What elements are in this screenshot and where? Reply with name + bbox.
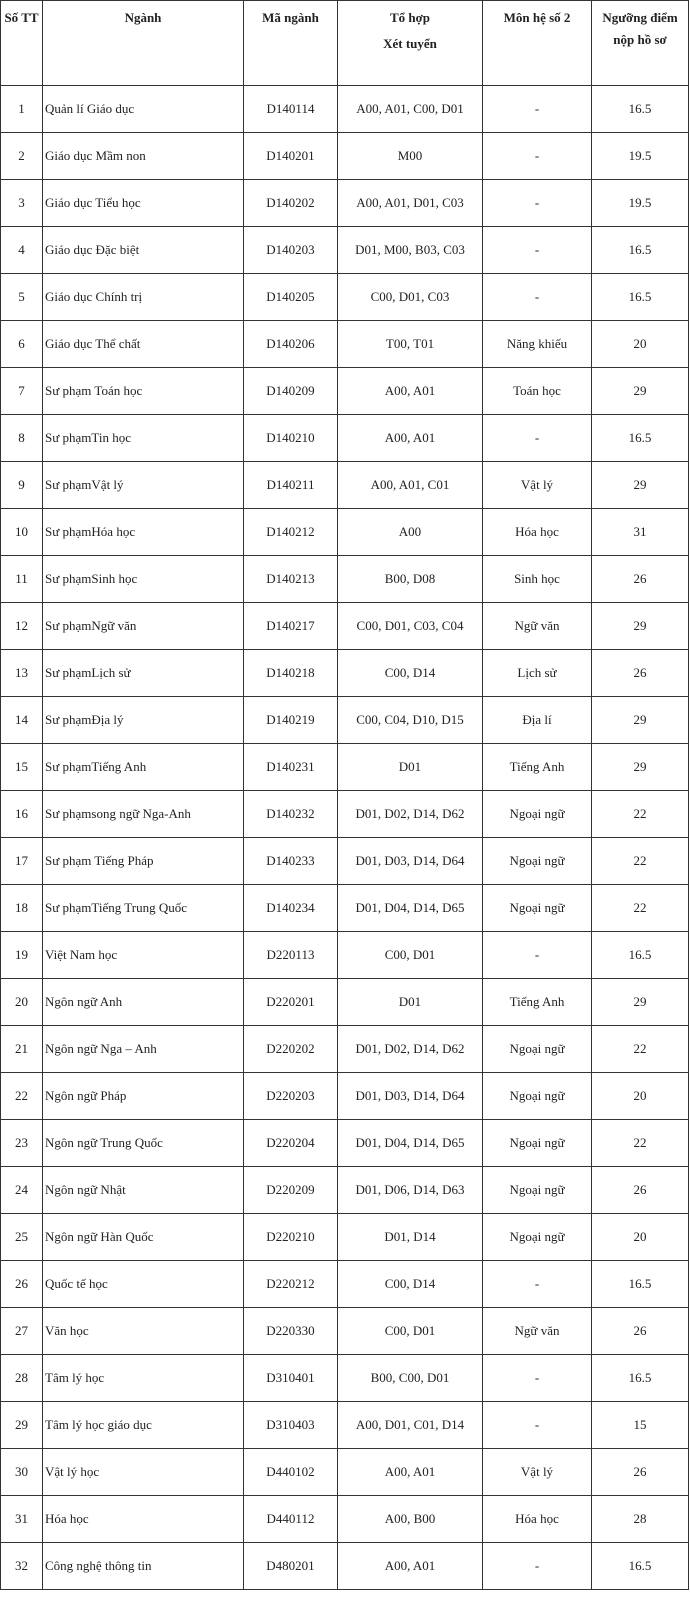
- cell-nganh: Sư phạmLịch sử: [43, 650, 244, 697]
- cell-ma-nganh: D140231: [244, 744, 338, 791]
- cell-ma-nganh: D440102: [244, 1449, 338, 1496]
- cell-nguong-diem: 29: [592, 744, 689, 791]
- cell-nganh: Việt Nam học: [43, 932, 244, 979]
- cell-stt: 10: [1, 509, 43, 556]
- cell-ma-nganh: D140201: [244, 133, 338, 180]
- cell-nganh: Hóa học: [43, 1496, 244, 1543]
- cell-ma-nganh: D310401: [244, 1355, 338, 1402]
- cell-nganh: Sư phạmNgữ văn: [43, 603, 244, 650]
- cell-stt: 30: [1, 1449, 43, 1496]
- cell-ma-nganh: D140234: [244, 885, 338, 932]
- cell-mon-he-so: Vật lý: [483, 1449, 592, 1496]
- cell-mon-he-so: Sinh học: [483, 556, 592, 603]
- cell-nguong-diem: 26: [592, 1167, 689, 1214]
- cell-ma-nganh: D220203: [244, 1073, 338, 1120]
- cell-to-hop: D01, D14: [338, 1214, 483, 1261]
- cell-to-hop: D01, M00, B03, C03: [338, 227, 483, 274]
- table-row: [1, 1308, 689, 1355]
- cell-nganh: Ngôn ngữ Trung Quốc: [43, 1120, 244, 1167]
- cell-nganh: Ngôn ngữ Pháp: [43, 1073, 244, 1120]
- cell-mon-he-so: Địa lí: [483, 697, 592, 744]
- table-body: [1, 86, 689, 1590]
- cell-nguong-diem: 16.5: [592, 415, 689, 462]
- cell-to-hop: D01, D06, D14, D63: [338, 1167, 483, 1214]
- cell-nguong-diem: 16.5: [592, 1543, 689, 1590]
- cell-nganh: Sư phạmSinh học: [43, 556, 244, 603]
- cell-nguong-diem: 16.5: [592, 1355, 689, 1402]
- cell-to-hop: M00: [338, 133, 483, 180]
- cell-stt: 16: [1, 791, 43, 838]
- cell-nganh: Ngôn ngữ Hàn Quốc: [43, 1214, 244, 1261]
- cell-ma-nganh: D140205: [244, 274, 338, 321]
- cell-ma-nganh: D140211: [244, 462, 338, 509]
- table-header: [1, 1, 689, 86]
- cell-stt: 28: [1, 1355, 43, 1402]
- cell-mon-he-so: Ngoại ngữ: [483, 1026, 592, 1073]
- cell-ma-nganh: D140217: [244, 603, 338, 650]
- table-row: [1, 556, 689, 603]
- cell-nganh: Sư phạm Tiếng Pháp: [43, 838, 244, 885]
- cell-mon-he-so: Vật lý: [483, 462, 592, 509]
- table-row: [1, 603, 689, 650]
- cell-stt: 9: [1, 462, 43, 509]
- cell-mon-he-so: -: [483, 1355, 592, 1402]
- table-row: [1, 180, 689, 227]
- cell-ma-nganh: D140233: [244, 838, 338, 885]
- header-nganh: Ngành: [43, 1, 244, 86]
- cell-nguong-diem: 26: [592, 556, 689, 603]
- cell-to-hop: C00, D01: [338, 1308, 483, 1355]
- cell-mon-he-so: Lịch sử: [483, 650, 592, 697]
- cell-mon-he-so: Ngoại ngữ: [483, 1120, 592, 1167]
- header-mon-he-so: Môn hệ số 2: [483, 1, 592, 86]
- cell-mon-he-so: -: [483, 415, 592, 462]
- cell-mon-he-so: -: [483, 274, 592, 321]
- cell-ma-nganh: D220201: [244, 979, 338, 1026]
- cell-mon-he-so: Ngoại ngữ: [483, 791, 592, 838]
- cell-nguong-diem: 16.5: [592, 274, 689, 321]
- cell-ma-nganh: D220212: [244, 1261, 338, 1308]
- cell-ma-nganh: D220202: [244, 1026, 338, 1073]
- table-row: [1, 1073, 689, 1120]
- cell-to-hop: B00, C00, D01: [338, 1355, 483, 1402]
- table-row: [1, 932, 689, 979]
- cell-to-hop: C00, C04, D10, D15: [338, 697, 483, 744]
- cell-to-hop: A00, A01: [338, 1543, 483, 1590]
- cell-stt: 27: [1, 1308, 43, 1355]
- cell-mon-he-so: Toán học: [483, 368, 592, 415]
- cell-to-hop: A00, A01, C01: [338, 462, 483, 509]
- cell-nguong-diem: 26: [592, 1449, 689, 1496]
- cell-mon-he-so: -: [483, 227, 592, 274]
- cell-mon-he-so: Tiếng Anh: [483, 979, 592, 1026]
- cell-nganh: Công nghệ thông tin: [43, 1543, 244, 1590]
- cell-nganh: Ngôn ngữ Nga – Anh: [43, 1026, 244, 1073]
- cell-ma-nganh: D140219: [244, 697, 338, 744]
- table-row: [1, 133, 689, 180]
- cell-nganh: Tâm lý học: [43, 1355, 244, 1402]
- table-row: [1, 1026, 689, 1073]
- cell-to-hop: A00, D01, C01, D14: [338, 1402, 483, 1449]
- cell-stt: 32: [1, 1543, 43, 1590]
- cell-nguong-diem: 29: [592, 697, 689, 744]
- cell-nguong-diem: 29: [592, 603, 689, 650]
- cell-nganh: Tâm lý học giáo dục: [43, 1402, 244, 1449]
- cell-stt: 15: [1, 744, 43, 791]
- cell-ma-nganh: D140218: [244, 650, 338, 697]
- table-row: [1, 1167, 689, 1214]
- cell-nganh: Giáo dục Mầm non: [43, 133, 244, 180]
- cell-mon-he-so: Ngoại ngữ: [483, 885, 592, 932]
- cell-mon-he-so: Ngoại ngữ: [483, 1214, 592, 1261]
- cell-stt: 12: [1, 603, 43, 650]
- cell-nganh: Sư phạmsong ngữ Nga-Anh: [43, 791, 244, 838]
- table-row: [1, 274, 689, 321]
- cell-stt: 20: [1, 979, 43, 1026]
- cell-nganh: Ngôn ngữ Nhật: [43, 1167, 244, 1214]
- header-stt: Số TT: [1, 1, 43, 86]
- cell-nguong-diem: 26: [592, 650, 689, 697]
- cell-mon-he-so: Hóa học: [483, 509, 592, 556]
- cell-nguong-diem: 28: [592, 1496, 689, 1543]
- cell-nguong-diem: 22: [592, 1026, 689, 1073]
- cell-mon-he-so: -: [483, 932, 592, 979]
- cell-nganh: Sư phạmĐịa lý: [43, 697, 244, 744]
- cell-ma-nganh: D140213: [244, 556, 338, 603]
- cell-to-hop: D01, D04, D14, D65: [338, 885, 483, 932]
- cell-nguong-diem: 20: [592, 1214, 689, 1261]
- cell-ma-nganh: D140114: [244, 86, 338, 133]
- cell-nganh: Giáo dục Đặc biệt: [43, 227, 244, 274]
- cell-to-hop: C00, D14: [338, 1261, 483, 1308]
- cell-to-hop: A00, A01, D01, C03: [338, 180, 483, 227]
- table-row: [1, 1355, 689, 1402]
- cell-ma-nganh: D140206: [244, 321, 338, 368]
- cell-mon-he-so: -: [483, 180, 592, 227]
- cell-nganh: Quản lí Giáo dục: [43, 86, 244, 133]
- cell-nganh: Sư phạmHóa học: [43, 509, 244, 556]
- cell-stt: 8: [1, 415, 43, 462]
- cell-nguong-diem: 22: [592, 791, 689, 838]
- cell-to-hop: D01: [338, 744, 483, 791]
- table-row: [1, 650, 689, 697]
- cell-ma-nganh: D140202: [244, 180, 338, 227]
- table-row: [1, 744, 689, 791]
- cell-mon-he-so: Ngoại ngữ: [483, 1167, 592, 1214]
- table-row: [1, 1120, 689, 1167]
- cell-to-hop: A00, A01: [338, 368, 483, 415]
- cell-nganh: Văn học: [43, 1308, 244, 1355]
- table-row: [1, 227, 689, 274]
- cell-to-hop: D01, D02, D14, D62: [338, 1026, 483, 1073]
- table-row: [1, 509, 689, 556]
- cell-nguong-diem: 15: [592, 1402, 689, 1449]
- cell-stt: 17: [1, 838, 43, 885]
- header-ma-nganh: Mã ngành: [244, 1, 338, 86]
- cell-nganh: Sư phạmTin học: [43, 415, 244, 462]
- cell-mon-he-so: Ngữ văn: [483, 603, 592, 650]
- cell-mon-he-so: Tiếng Anh: [483, 744, 592, 791]
- cell-nganh: Vật lý học: [43, 1449, 244, 1496]
- table-row: [1, 415, 689, 462]
- cell-stt: 26: [1, 1261, 43, 1308]
- cell-mon-he-so: Hóa học: [483, 1496, 592, 1543]
- cell-to-hop: C00, D01, C03: [338, 274, 483, 321]
- cell-nguong-diem: 29: [592, 979, 689, 1026]
- cell-stt: 5: [1, 274, 43, 321]
- cell-to-hop: D01, D03, D14, D64: [338, 838, 483, 885]
- table-row: [1, 838, 689, 885]
- cell-ma-nganh: D220210: [244, 1214, 338, 1261]
- cell-nguong-diem: 29: [592, 368, 689, 415]
- cell-nganh: Sư phạm Toán học: [43, 368, 244, 415]
- cell-stt: 31: [1, 1496, 43, 1543]
- cell-to-hop: T00, T01: [338, 321, 483, 368]
- cell-stt: 13: [1, 650, 43, 697]
- cell-to-hop: D01, D04, D14, D65: [338, 1120, 483, 1167]
- cell-stt: 24: [1, 1167, 43, 1214]
- cell-nguong-diem: 26: [592, 1308, 689, 1355]
- cell-ma-nganh: D140210: [244, 415, 338, 462]
- cell-ma-nganh: D310403: [244, 1402, 338, 1449]
- cell-stt: 29: [1, 1402, 43, 1449]
- table-row: [1, 1402, 689, 1449]
- cell-nganh: Sư phạmTiếng Anh: [43, 744, 244, 791]
- table-row: [1, 368, 689, 415]
- cell-nguong-diem: 22: [592, 885, 689, 932]
- cell-to-hop: A00, B00: [338, 1496, 483, 1543]
- cell-stt: 22: [1, 1073, 43, 1120]
- cell-stt: 18: [1, 885, 43, 932]
- cell-mon-he-so: Ngoại ngữ: [483, 838, 592, 885]
- cell-nguong-diem: 19.5: [592, 133, 689, 180]
- cell-stt: 11: [1, 556, 43, 603]
- cell-stt: 14: [1, 697, 43, 744]
- cell-mon-he-so: -: [483, 1261, 592, 1308]
- cell-ma-nganh: D440112: [244, 1496, 338, 1543]
- cell-ma-nganh: D140212: [244, 509, 338, 556]
- header-row: [1, 1, 689, 86]
- cell-nguong-diem: 29: [592, 462, 689, 509]
- cell-ma-nganh: D140209: [244, 368, 338, 415]
- cell-mon-he-so: -: [483, 86, 592, 133]
- cell-to-hop: A00: [338, 509, 483, 556]
- cell-nganh: Ngôn ngữ Anh: [43, 979, 244, 1026]
- cell-ma-nganh: D220330: [244, 1308, 338, 1355]
- cell-nganh: Giáo dục Tiểu học: [43, 180, 244, 227]
- cell-mon-he-so: -: [483, 1402, 592, 1449]
- table-row: [1, 1261, 689, 1308]
- cell-ma-nganh: D220209: [244, 1167, 338, 1214]
- header-to-hop: Tổ hợp Xét tuyển: [338, 1, 483, 86]
- cell-stt: 23: [1, 1120, 43, 1167]
- cell-mon-he-so: Ngữ văn: [483, 1308, 592, 1355]
- cell-nganh: Sư phạmVật lý: [43, 462, 244, 509]
- cell-mon-he-so: Ngoại ngữ: [483, 1073, 592, 1120]
- cell-mon-he-so: Năng khiếu: [483, 321, 592, 368]
- cell-ma-nganh: D140203: [244, 227, 338, 274]
- table-row: [1, 86, 689, 133]
- cell-to-hop: C00, D01, C03, C04: [338, 603, 483, 650]
- cell-to-hop: C00, D01: [338, 932, 483, 979]
- cell-nguong-diem: 20: [592, 321, 689, 368]
- table-row: [1, 885, 689, 932]
- cell-stt: 3: [1, 180, 43, 227]
- table-row: [1, 1543, 689, 1590]
- table-row: [1, 791, 689, 838]
- cell-stt: 7: [1, 368, 43, 415]
- table-row: [1, 1449, 689, 1496]
- cell-nguong-diem: 22: [592, 838, 689, 885]
- cell-nguong-diem: 22: [592, 1120, 689, 1167]
- cell-stt: 21: [1, 1026, 43, 1073]
- cell-ma-nganh: D220204: [244, 1120, 338, 1167]
- header-nguong-diem: Ngưỡng điểm nộp hồ sơ: [592, 1, 689, 86]
- cell-ma-nganh: D480201: [244, 1543, 338, 1590]
- table-row: [1, 1214, 689, 1261]
- cell-nguong-diem: 19.5: [592, 180, 689, 227]
- cell-nguong-diem: 16.5: [592, 932, 689, 979]
- cell-to-hop: A00, A01: [338, 1449, 483, 1496]
- cell-nganh: Quốc tế học: [43, 1261, 244, 1308]
- cell-nguong-diem: 16.5: [592, 86, 689, 133]
- cell-nguong-diem: 31: [592, 509, 689, 556]
- cell-nguong-diem: 16.5: [592, 227, 689, 274]
- cell-stt: 6: [1, 321, 43, 368]
- cell-to-hop: A00, A01: [338, 415, 483, 462]
- table-row: [1, 462, 689, 509]
- table-row: [1, 1496, 689, 1543]
- cell-to-hop: D01: [338, 979, 483, 1026]
- table-row: [1, 979, 689, 1026]
- cell-to-hop: A00, A01, C00, D01: [338, 86, 483, 133]
- cell-nganh: Sư phạmTiếng Trung Quốc: [43, 885, 244, 932]
- cell-to-hop: D01, D03, D14, D64: [338, 1073, 483, 1120]
- cell-stt: 4: [1, 227, 43, 274]
- cell-stt: 25: [1, 1214, 43, 1261]
- table-row: [1, 321, 689, 368]
- cell-stt: 2: [1, 133, 43, 180]
- cell-stt: 19: [1, 932, 43, 979]
- cell-nguong-diem: 16.5: [592, 1261, 689, 1308]
- cell-mon-he-so: -: [483, 133, 592, 180]
- cell-nguong-diem: 20: [592, 1073, 689, 1120]
- cell-to-hop: D01, D02, D14, D62: [338, 791, 483, 838]
- cell-stt: 1: [1, 86, 43, 133]
- table-row: [1, 697, 689, 744]
- cell-nganh: Giáo dục Chính trị: [43, 274, 244, 321]
- cell-mon-he-so: -: [483, 1543, 592, 1590]
- cell-to-hop: B00, D08: [338, 556, 483, 603]
- cell-to-hop: C00, D14: [338, 650, 483, 697]
- cell-ma-nganh: D220113: [244, 932, 338, 979]
- cell-nganh: Giáo dục Thể chất: [43, 321, 244, 368]
- cell-ma-nganh: D140232: [244, 791, 338, 838]
